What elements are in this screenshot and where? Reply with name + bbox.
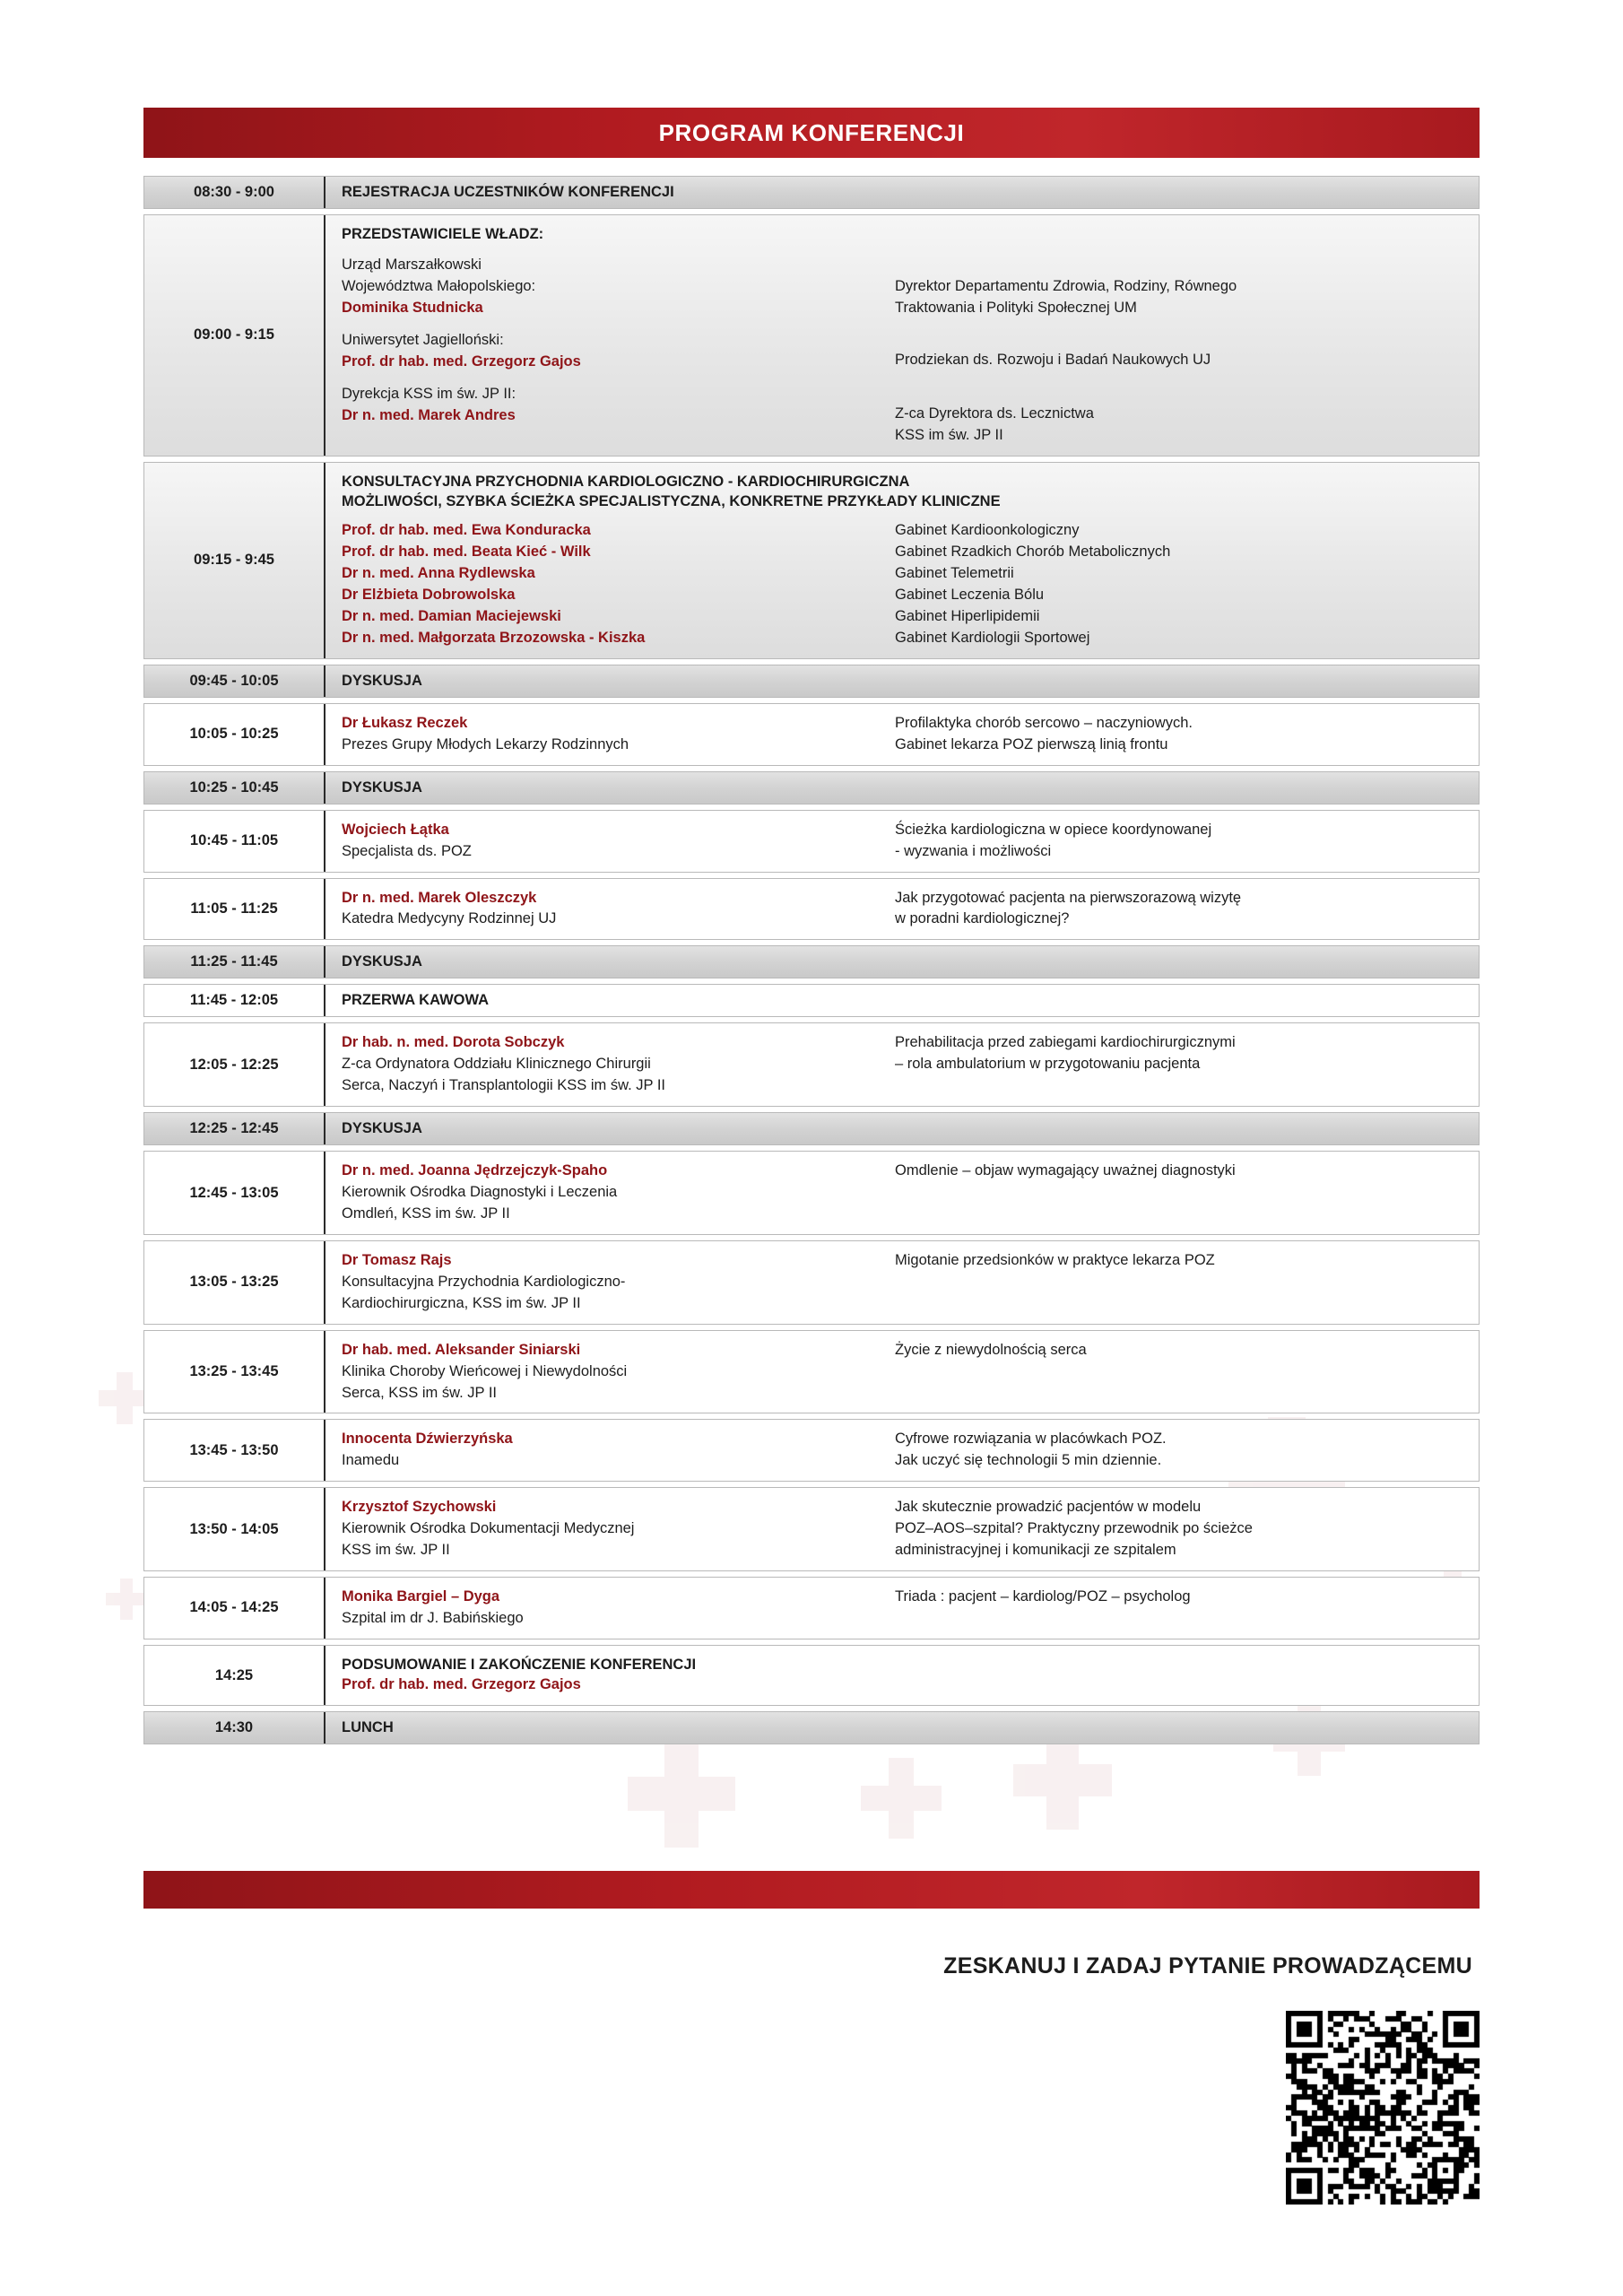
session-description: Profilaktyka chorób sercowo – naczyniowych. Gabinet lekarza POZ pierwszą linią frontu bbox=[895, 714, 1193, 752]
session-content bbox=[325, 665, 1479, 697]
representative-right bbox=[893, 255, 1479, 319]
talk-right bbox=[893, 1340, 1479, 1405]
talk-left bbox=[342, 1497, 893, 1561]
table-row bbox=[143, 1577, 1480, 1639]
session-time: 11:45 - 12:05 bbox=[144, 985, 325, 1016]
table-row bbox=[143, 1151, 1480, 1235]
session-time: 13:45 - 13:50 bbox=[144, 1420, 325, 1481]
talk-left bbox=[342, 888, 893, 931]
representative-role: Dyrektor Departamentu Zdrowia, Rodziny, Równego Traktowania i Polityki Społecznej UM bbox=[895, 278, 1237, 317]
session-title: DYSKUSJA bbox=[342, 1120, 422, 1137]
session-content bbox=[325, 772, 1479, 804]
representative-right bbox=[893, 384, 1479, 447]
session-closing bbox=[342, 1655, 1479, 1696]
session-description: Prehabilitacja przed zabiegami kardiochirurgicznymi – rola ambulatorium w przygotowaniu pacjenta bbox=[895, 1034, 1236, 1073]
talk-right bbox=[893, 888, 1479, 931]
representative-entry bbox=[342, 330, 1479, 373]
session-title: PRZERWA KAWOWA bbox=[342, 992, 490, 1009]
table-row bbox=[143, 945, 1480, 978]
session-affiliation: Konsultacyjna Przychodnia Kardiologiczno- Kardiochirurgiczna, KSS im św. JP II bbox=[342, 1273, 626, 1311]
session-group bbox=[342, 224, 1479, 447]
page-title: PROGRAM KONFERENCJI bbox=[143, 108, 1480, 158]
talk-right bbox=[893, 1587, 1479, 1630]
talk-right bbox=[893, 1032, 1479, 1097]
representative-role: Z-ca Dyrektora ds. Lecznictwa KSS im św. JP II bbox=[895, 404, 1094, 443]
session-time: 13:25 - 13:45 bbox=[144, 1331, 325, 1413]
spacer bbox=[342, 319, 1479, 330]
session-speaker: Wojciech Łątka bbox=[342, 821, 449, 838]
session-description: Ścieżka kardiologiczna w opiece koordynowanej - wyzwania i możliwości bbox=[895, 821, 1212, 859]
session-time: 10:25 - 10:45 bbox=[144, 772, 325, 804]
talk-left bbox=[342, 713, 893, 756]
spacer bbox=[342, 244, 1479, 255]
session-content bbox=[325, 1152, 1479, 1234]
session-content bbox=[325, 1488, 1479, 1570]
session-content bbox=[325, 463, 1479, 658]
table-row bbox=[143, 703, 1480, 766]
spacer bbox=[342, 511, 1479, 520]
session-time: 09:00 - 9:15 bbox=[144, 215, 325, 456]
session-speaker: Dr Łukasz Reczek bbox=[342, 714, 468, 731]
representative-name: Prof. dr hab. med. Grzegorz Gajos bbox=[342, 353, 581, 370]
representative-institution: Dyrekcja KSS im św. JP II: bbox=[342, 385, 516, 402]
talk-left bbox=[342, 1032, 893, 1097]
session-time: 11:05 - 11:25 bbox=[144, 879, 325, 940]
representative-name: Dominika Studnicka bbox=[342, 300, 483, 317]
session-speaker: Prof. dr hab. med. Grzegorz Gajos bbox=[342, 1676, 581, 1693]
decorative-cross-icon bbox=[628, 1740, 735, 1848]
table-row bbox=[143, 810, 1480, 873]
session-group bbox=[342, 472, 1479, 649]
table-row bbox=[143, 462, 1480, 659]
session-speaker: Dr hab. n. med. Dorota Sobczyk bbox=[342, 1034, 565, 1051]
session-title: REJESTRACJA UCZESTNIKÓW KONFERENCJI bbox=[342, 184, 674, 200]
session-content bbox=[325, 1331, 1479, 1413]
qr-code[interactable] bbox=[1286, 2011, 1480, 2205]
spacer bbox=[342, 373, 1479, 384]
talk-right bbox=[893, 713, 1479, 756]
session-content bbox=[325, 1646, 1479, 1705]
representative-left bbox=[342, 330, 893, 373]
session-time: 13:50 - 14:05 bbox=[144, 1488, 325, 1570]
session-time: 14:05 - 14:25 bbox=[144, 1578, 325, 1639]
session-time: 14:25 bbox=[144, 1646, 325, 1705]
table-row bbox=[143, 665, 1480, 698]
session-affiliation: Specjalista ds. POZ bbox=[342, 842, 472, 859]
talk-right bbox=[893, 820, 1479, 863]
talk-right bbox=[893, 1161, 1479, 1225]
representative-name: Dr n. med. Marek Andres bbox=[342, 406, 516, 423]
session-speaker: Dr hab. med. Aleksander Siniarski bbox=[342, 1341, 581, 1358]
representative-entry bbox=[342, 255, 1479, 319]
session-description: Migotanie przedsionków w praktyce lekarza POZ bbox=[895, 1251, 1215, 1268]
table-row bbox=[143, 1419, 1480, 1482]
session-content bbox=[325, 1023, 1479, 1106]
session-title: KONSULTACYJNA PRZYCHODNIA KARDIOLOGICZNO - KARDIOCHIRURGICZNA MOŻLIWOŚCI, SZYBKA ŚCIEŻKA SPECJALISTYCZNA, KONKRETNE PRZYKŁADY KLINICZNE bbox=[342, 473, 1001, 510]
session-description: Omdlenie – objaw wymagający uważnej diagnostyki bbox=[895, 1162, 1236, 1179]
session-time: 10:05 - 10:25 bbox=[144, 704, 325, 765]
session-content bbox=[325, 879, 1479, 940]
representative-institution: Uniwersytet Jagielloński: bbox=[342, 332, 504, 349]
session-title: LUNCH bbox=[342, 1719, 394, 1736]
table-row bbox=[143, 771, 1480, 804]
session-affiliation: Prezes Grupy Młodych Lekarzy Rodzinnych bbox=[342, 735, 629, 752]
scan-cta-text: ZESKANUJ I ZADAJ PYTANIE PROWADZĄCEMU bbox=[943, 1953, 1472, 1979]
session-description: Jak skutecznie prowadzić pacjentów w modelu POZ–AOS–szpital? Praktyczny przewodnik po ścieżce administracyjnej i komunikacji ze szpitalem bbox=[895, 1499, 1253, 1559]
table-row bbox=[143, 1645, 1480, 1706]
session-affiliation: Katedra Medycyny Rodzinnej UJ bbox=[342, 910, 557, 927]
representative-left bbox=[342, 384, 893, 447]
table-row bbox=[143, 214, 1480, 457]
talk-left bbox=[342, 1250, 893, 1315]
session-title: PRZEDSTAWICIELE WŁADZ: bbox=[342, 226, 544, 242]
talk-right bbox=[893, 1429, 1479, 1472]
session-speaker: Monika Bargiel – Dyga bbox=[342, 1588, 500, 1605]
session-title: DYSKUSJA bbox=[342, 672, 422, 689]
talk-left bbox=[342, 1429, 893, 1472]
session-affiliation: Inamedu bbox=[342, 1452, 400, 1469]
talk-right bbox=[893, 1250, 1479, 1315]
talk-right bbox=[893, 1497, 1479, 1561]
table-row bbox=[143, 984, 1480, 1017]
session-speaker: Dr n. med. Marek Oleszczyk bbox=[342, 889, 537, 906]
session-time: 09:45 - 10:05 bbox=[144, 665, 325, 697]
session-time: 12:05 - 12:25 bbox=[144, 1023, 325, 1106]
representative-left bbox=[342, 255, 893, 319]
session-time: 08:30 - 9:00 bbox=[144, 177, 325, 208]
program-table bbox=[143, 176, 1480, 1750]
session-speaker: Krzysztof Szychowski bbox=[342, 1499, 497, 1516]
session-speaker: Dr Tomasz Rajs bbox=[342, 1251, 452, 1268]
session-affiliation: Klinika Choroby Wieńcowej i Niewydolności Serca, KSS im św. JP II bbox=[342, 1362, 628, 1401]
session-affiliation: Z-ca Ordynatora Oddziału Klinicznego Chirurgii Serca, Naczyń i Transplantologii KSS im św. JP II bbox=[342, 1056, 666, 1094]
table-row bbox=[143, 1022, 1480, 1107]
session-title: DYSKUSJA bbox=[342, 953, 422, 970]
session-description: Jak przygotować pacjenta na pierwszorazową wizytę w poradni kardiologicznej? bbox=[895, 889, 1242, 927]
session-content bbox=[325, 177, 1479, 208]
session-description: Cyfrowe rozwiązania w placówkach POZ. Jak uczyć się technologii 5 min dziennie. bbox=[895, 1431, 1167, 1469]
session-time: 12:25 - 12:45 bbox=[144, 1113, 325, 1144]
session-content bbox=[325, 811, 1479, 872]
table-row bbox=[143, 878, 1480, 941]
session-content bbox=[325, 215, 1479, 456]
session-content bbox=[325, 1712, 1479, 1744]
speakers-right bbox=[893, 520, 1479, 649]
session-content bbox=[325, 704, 1479, 765]
representative-entry bbox=[342, 384, 1479, 447]
session-speaker: Innocenta Dźwierzyńska bbox=[342, 1431, 513, 1448]
session-content bbox=[325, 1420, 1479, 1481]
talk-left bbox=[342, 820, 893, 863]
session-time: 10:45 - 11:05 bbox=[144, 811, 325, 872]
speakers-row bbox=[342, 520, 1479, 649]
representative-role: Prodziekan ds. Rozwoju i Badań Naukowych UJ bbox=[895, 352, 1211, 369]
decorative-cross-icon bbox=[106, 1578, 147, 1620]
table-row bbox=[143, 1112, 1480, 1145]
decorative-cross-icon bbox=[861, 1758, 942, 1839]
session-content bbox=[325, 1113, 1479, 1144]
table-row bbox=[143, 1240, 1480, 1325]
representative-right bbox=[893, 330, 1479, 373]
table-row bbox=[143, 1711, 1480, 1744]
session-time: 13:05 - 13:25 bbox=[144, 1241, 325, 1324]
session-content bbox=[325, 1578, 1479, 1639]
session-description: Gabinet Kardioonkologiczny Gabinet Rzadkich Chorób Metabolicznych Gabinet Telemetrii Gabinet Leczenia Bólu Gabinet Hiperlipidemii Gabinet Kardiologii Sportowej bbox=[895, 522, 1171, 646]
session-time: 11:25 - 11:45 bbox=[144, 946, 325, 978]
session-title: PODSUMOWANIE I ZAKOŃCZENIE KONFERENCJI bbox=[342, 1656, 697, 1673]
speakers-left bbox=[342, 520, 893, 649]
session-time: 14:30 bbox=[144, 1712, 325, 1744]
talk-left bbox=[342, 1161, 893, 1225]
table-row bbox=[143, 1487, 1480, 1571]
session-description: Życie z niewydolnością serca bbox=[895, 1341, 1087, 1358]
footer-bar bbox=[143, 1871, 1480, 1909]
session-affiliation: Szpital im dr J. Babińskiego bbox=[342, 1609, 524, 1626]
session-time: 12:45 - 13:05 bbox=[144, 1152, 325, 1234]
representative-institution: Urząd Marszałkowski Województwa Małopolskiego: bbox=[342, 257, 536, 295]
session-affiliation: Kierownik Ośrodka Diagnostyki i Leczenia Omdleń, KSS im św. JP II bbox=[342, 1184, 618, 1222]
session-time: 09:15 - 9:45 bbox=[144, 463, 325, 658]
session-content bbox=[325, 1241, 1479, 1324]
session-speakers: Prof. dr hab. med. Ewa Konduracka Prof. dr hab. med. Beata Kieć - Wilk Dr n. med. Anna Rydlewska Dr Elżbieta Dobrowolska Dr n. med. Damian Maciejewski Dr n. med. Małgorzata Brzozowska - Kiszka bbox=[342, 522, 646, 646]
session-speaker: Dr n. med. Joanna Jędrzejczyk-Spaho bbox=[342, 1162, 608, 1179]
table-row bbox=[143, 176, 1480, 209]
session-affiliation: Kierownik Ośrodka Dokumentacji Medycznej KSS im św. JP II bbox=[342, 1520, 635, 1559]
session-title: DYSKUSJA bbox=[342, 778, 422, 796]
session-description: Triada : pacjent – kardiolog/POZ – psycholog bbox=[895, 1588, 1191, 1605]
session-content bbox=[325, 985, 1479, 1016]
talk-left bbox=[342, 1340, 893, 1405]
session-content bbox=[325, 946, 1479, 978]
talk-left bbox=[342, 1587, 893, 1630]
table-row bbox=[143, 1330, 1480, 1414]
